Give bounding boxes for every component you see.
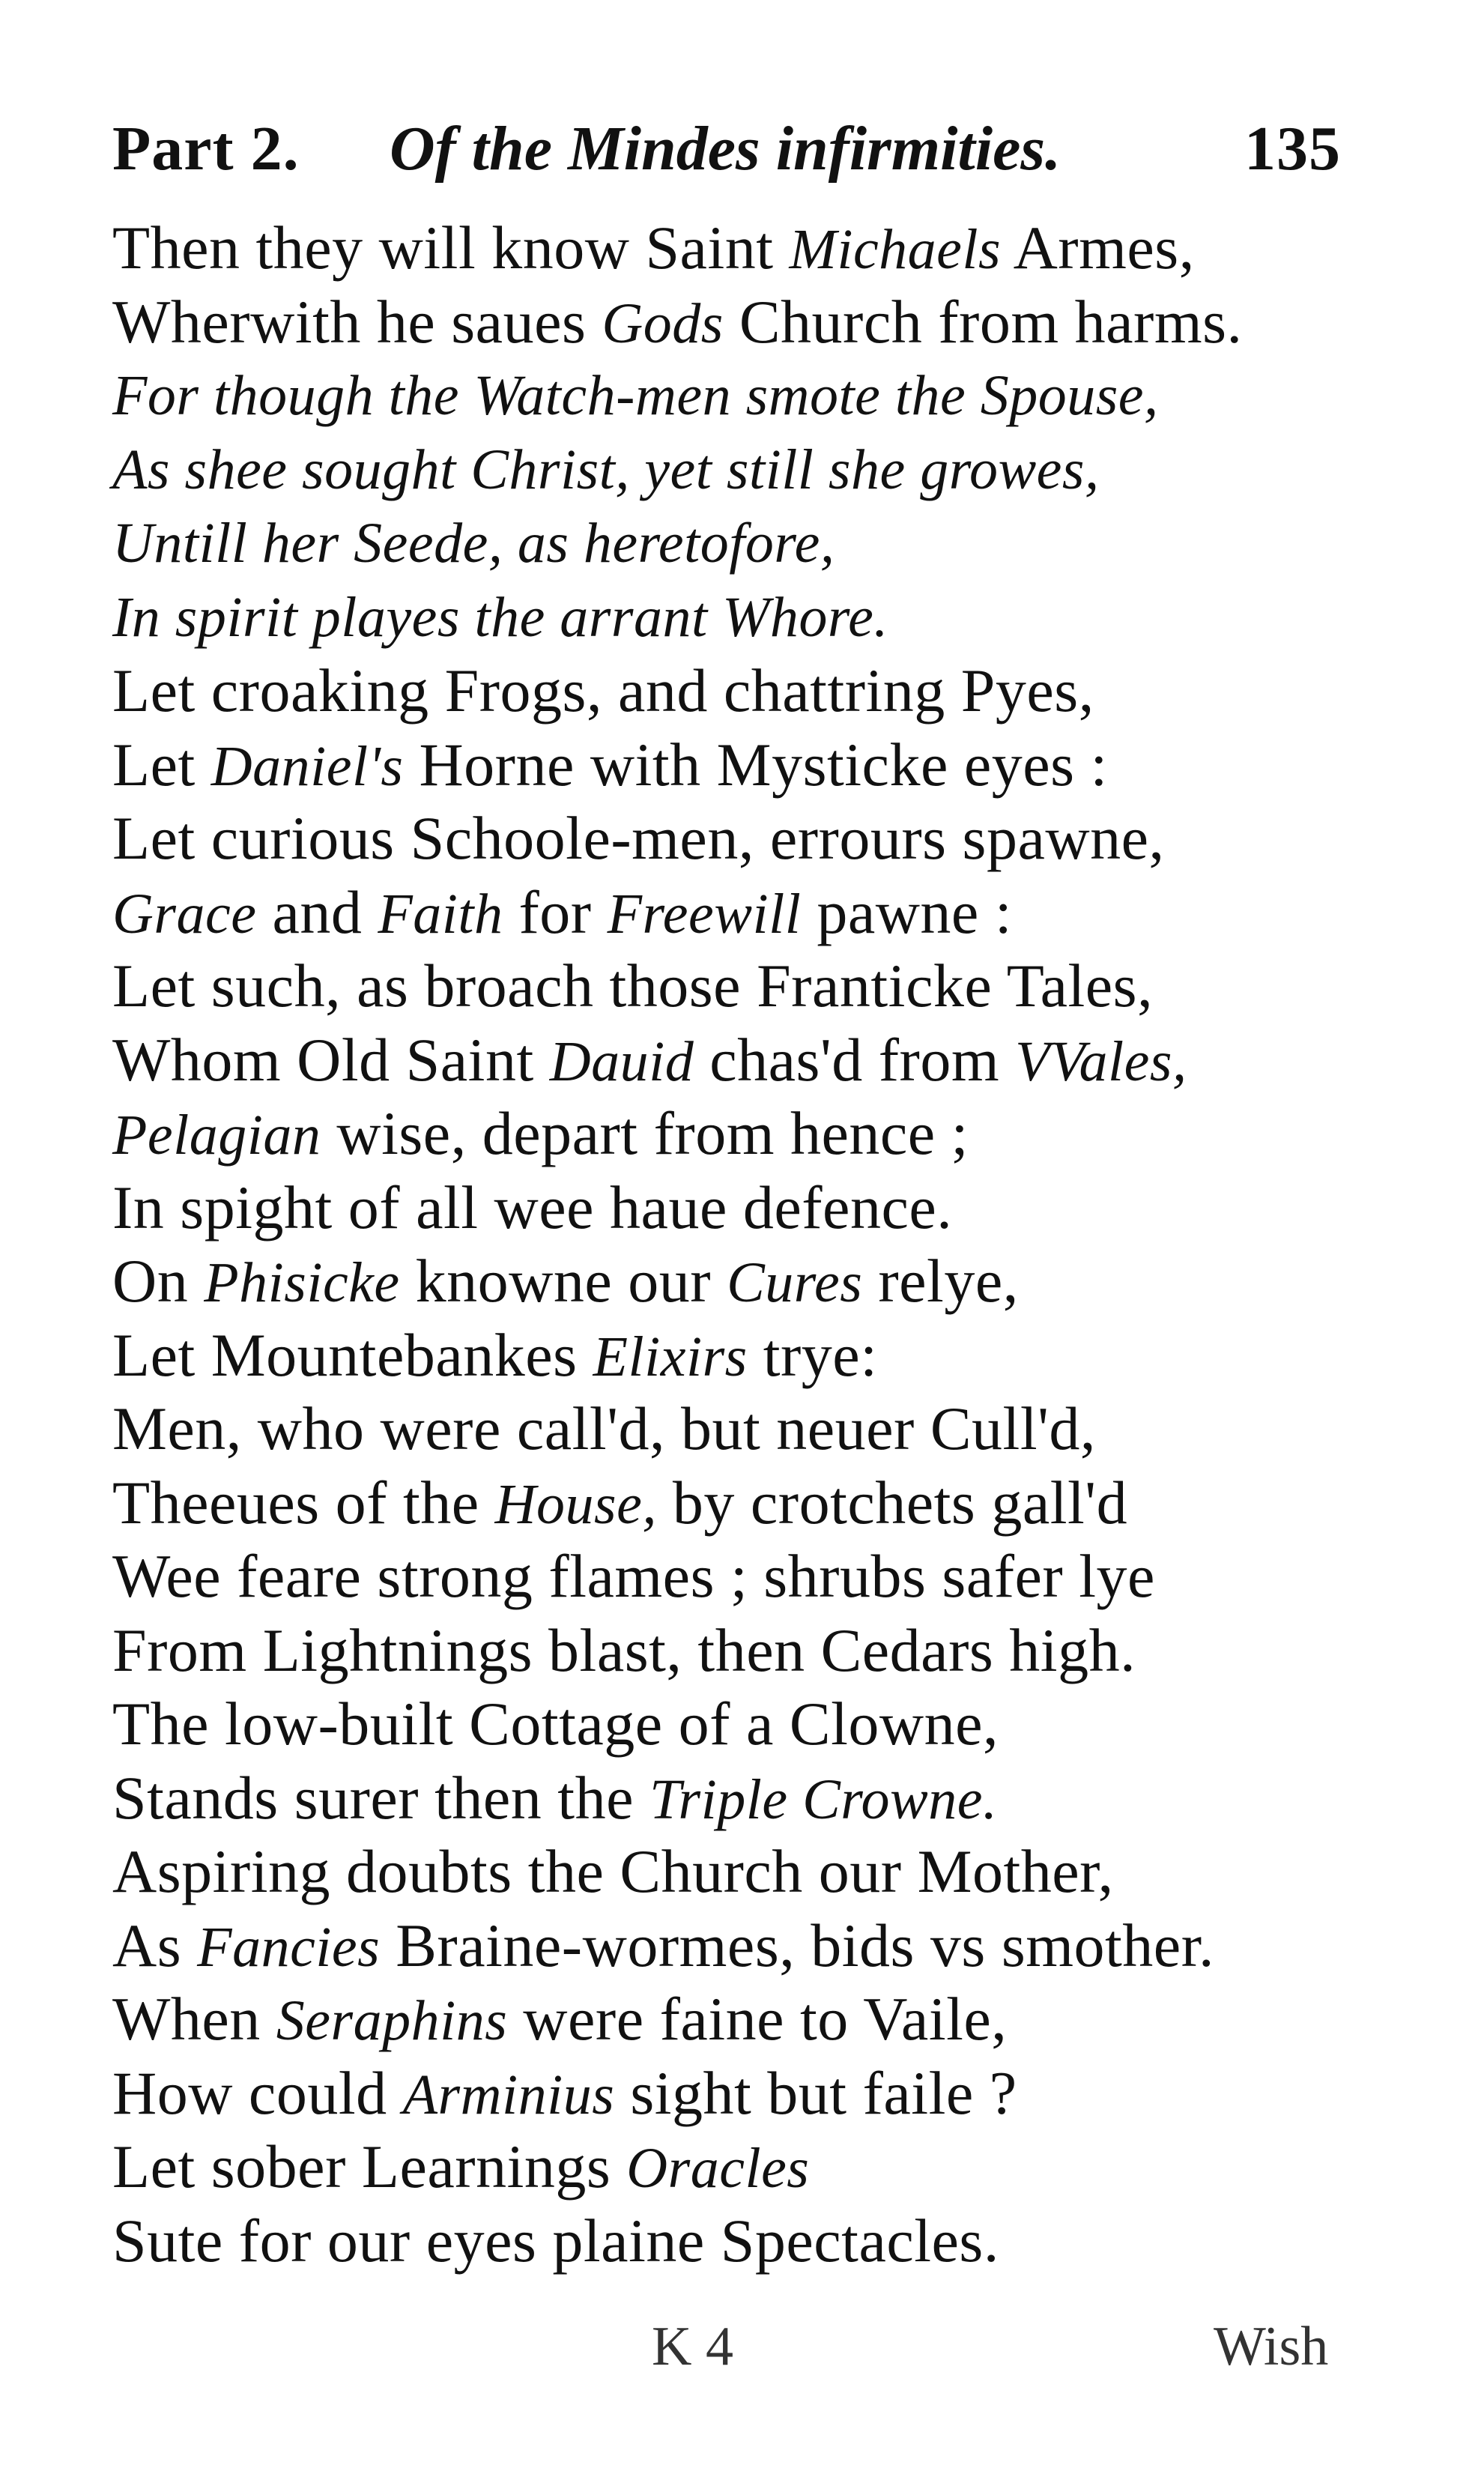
page-footer [0, 2315, 1484, 2398]
verse-line [112, 581, 1341, 655]
verse-emphasis: Gods [602, 291, 724, 355]
verse-line [112, 802, 1341, 876]
verse-emphasis: Freewill [607, 882, 802, 946]
verse-line [112, 1319, 1341, 1393]
verse-emphasis: Seraphins [276, 1989, 508, 2052]
verse-text: knowne our [399, 1247, 727, 1315]
verse-text: Aspiring doubts the Church our Mother, [112, 1837, 1114, 1905]
catchword: Wish [1214, 2316, 1329, 2377]
verse-text: pawne : [801, 877, 1013, 946]
verse-text: Let curious Schoole-men, errours spawne, [112, 804, 1165, 872]
verse-emphasis: Arminius [402, 2063, 615, 2126]
verse-text: relye, [862, 1247, 1019, 1315]
running-header [112, 112, 1341, 202]
verse-text: Theeues of the [112, 1468, 495, 1537]
verse-emphasis: Grace [112, 882, 257, 946]
verse-emphasis: Elixirs [593, 1325, 748, 1388]
verse-text: Braine-wormes, bids vs smother. [380, 1911, 1214, 1980]
verse-emphasis: Faith [378, 882, 503, 946]
verse-line [112, 1983, 1341, 2057]
running-title: Of the Mindes infirmities. [390, 114, 1061, 184]
verse-line [112, 949, 1341, 1023]
verse-text: When [112, 1985, 276, 2053]
part-label: Part 2. [112, 114, 300, 184]
verse-text: were faine to Vaile, [507, 1985, 1008, 2053]
verse-line [112, 1761, 1341, 1836]
verse-block [112, 211, 1341, 2278]
verse-line [112, 1245, 1341, 1319]
verse-line [112, 654, 1341, 728]
verse-line [112, 1687, 1341, 1761]
verse-emphasis: Fancies [197, 1915, 381, 1979]
verse-text: Whom Old Saint [112, 1025, 550, 1094]
verse-text: The low-built Cottage of a Clowne, [112, 1690, 999, 1758]
verse-line [112, 1466, 1341, 1540]
verse-text: As [112, 1911, 198, 1980]
verse-line [112, 285, 1341, 360]
verse-text: Stands surer then the [112, 1763, 649, 1832]
verse-text: wise, depart from hence ; [321, 1099, 969, 1167]
verse-text: Armes, [1001, 214, 1195, 282]
verse-text: Then they will know Saint [112, 214, 790, 282]
verse-line [112, 2130, 1341, 2204]
verse-text: for [503, 877, 608, 946]
verse-line [112, 2057, 1341, 2131]
verse-text: Wee feare strong flames ; shrubs safer lye [112, 1542, 1155, 1610]
page-number: 135 [1244, 114, 1341, 184]
signature-mark: K 4 [652, 2316, 733, 2377]
verse-line [112, 1392, 1341, 1466]
verse-line [112, 728, 1341, 802]
verse-text: Untill her Seede, as heretofore, [112, 512, 835, 575]
verse-text: From Lightnings blast, then Cedars high. [112, 1615, 1136, 1684]
verse-text: On [112, 1247, 205, 1315]
verse-emphasis: Michaels [789, 218, 1002, 281]
verse-line [112, 1023, 1341, 1098]
verse-line [112, 1835, 1341, 1909]
verse-line [112, 1614, 1341, 1688]
verse-text: Sute for our eyes plaine Spectacles. [112, 2206, 999, 2275]
verse-text: Church from harms. [723, 287, 1243, 356]
verse-emphasis: Dauid [549, 1029, 694, 1093]
verse-line [112, 211, 1341, 285]
verse-line [112, 359, 1341, 433]
verse-emphasis: Triple Crowne. [649, 1767, 998, 1831]
verse-text: Let sober Learnings [112, 2132, 627, 2201]
verse-text: by crotchets gall'd [656, 1468, 1128, 1537]
verse-text: Let croaking Frogs, and chattring Pyes, [112, 656, 1094, 725]
verse-line [112, 433, 1341, 507]
verse-text: Let Mountebankes [112, 1320, 593, 1389]
verse-text: Let such, as broach those Franticke Tales, [112, 952, 1154, 1020]
verse-line [112, 1171, 1341, 1245]
verse-text: Wherwith he saues [112, 287, 602, 356]
verse-line [112, 1097, 1341, 1171]
verse-text: and [256, 877, 378, 946]
verse-text: Let [112, 730, 211, 799]
verse-text: Men, who were call'd, but neuer Cull'd, [112, 1394, 1096, 1463]
verse-line [112, 876, 1341, 950]
verse-emphasis: VVales, [1015, 1029, 1187, 1093]
verse-text: In spirit playes the arrant Whore. [112, 585, 888, 649]
verse-text: How could [112, 2058, 403, 2127]
verse-emphasis: Pelagian [112, 1104, 321, 1167]
verse-emphasis: Daniel's [211, 734, 404, 798]
verse-text: trye: [747, 1320, 878, 1389]
verse-emphasis: House, [494, 1472, 657, 1536]
verse-emphasis: Oracles [626, 2137, 810, 2200]
verse-text: In spight of all wee haue defence. [112, 1173, 953, 1242]
verse-line [112, 506, 1341, 581]
verse-text: For though the Watch-men smote the Spouse, [112, 364, 1159, 427]
verse-line [112, 1540, 1341, 1614]
verse-line [112, 2204, 1341, 2278]
verse-text: As shee sought Christ, yet still she growes, [112, 438, 1100, 501]
verse-text: chas'd from [694, 1025, 1016, 1094]
verse-text: Horne with Mysticke eyes : [403, 730, 1108, 799]
verse-text: sight but faile ? [614, 2058, 1017, 2127]
verse-emphasis: Phisicke [204, 1251, 400, 1314]
verse-emphasis: Cures [727, 1251, 863, 1314]
verse-line [112, 1909, 1341, 1983]
